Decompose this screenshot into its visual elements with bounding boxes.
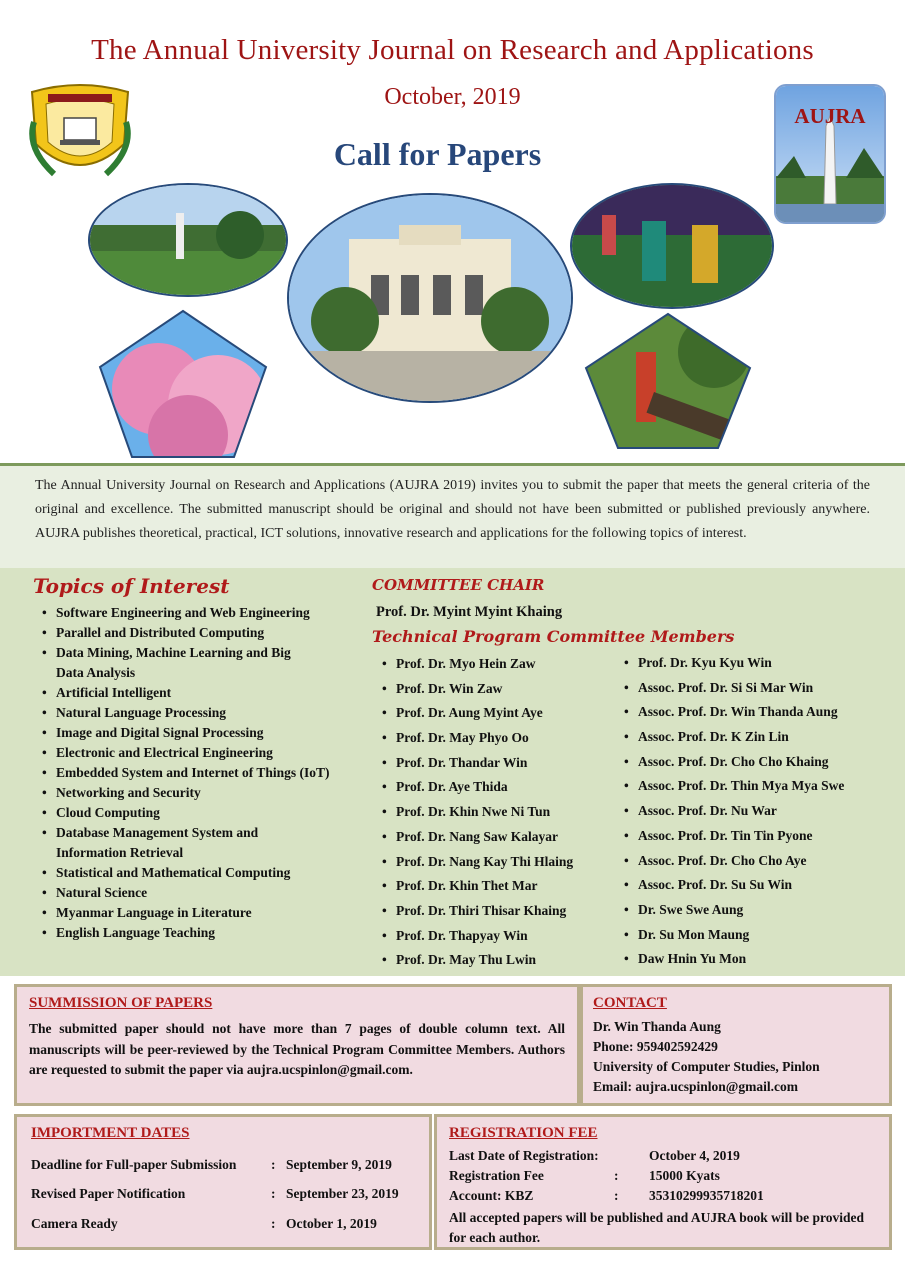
tpc-heading: Technical Program Committee Members: [372, 627, 735, 646]
date-separator: :: [271, 1216, 276, 1231]
campus-garden-photo: [88, 183, 288, 297]
fee-row: [449, 1188, 764, 1204]
committee-member: • Prof. Dr. May Thu Lwin: [380, 948, 620, 973]
fee-note: All accepted papers will be published and AUJRA book will be provided for each author.: [449, 1210, 864, 1245]
committee-member: • Prof. Dr. Kyu Kyu Win: [622, 651, 900, 676]
committee-member: • Prof. Dr. Thapyay Win: [380, 924, 620, 949]
date-label: Camera Ready: [31, 1216, 118, 1231]
committee-member: • Prof. Dr. Khin Nwe Ni Tun: [380, 800, 620, 825]
committee-list-right: [622, 651, 900, 972]
topics-heading: Topics of Interest: [33, 574, 230, 598]
committee-member: • Dr. Swe Swe Aung: [622, 898, 900, 923]
topic-item: • Myanmar Language in Literature: [40, 903, 355, 923]
cherry-blossom-photo: [98, 309, 268, 459]
fee-separator: [614, 1148, 649, 1164]
date-row: [31, 1216, 377, 1232]
aujra-monument-badge: [774, 84, 886, 224]
committee-member: • Assoc. Prof. Dr. Si Si Mar Win: [622, 676, 900, 701]
topic-item: • Cloud Computing: [40, 803, 355, 823]
date-separator: :: [271, 1157, 276, 1172]
topic-item: • Electronic and Electrical Engineering: [40, 743, 355, 763]
contact-email: Email: aujra.ucspinlon@gmail.com: [593, 1079, 798, 1094]
contact-name: Dr. Win Thanda Aung: [593, 1019, 721, 1034]
submission-box: [14, 984, 580, 1106]
topic-item: • Software Engineering and Web Engineering: [40, 603, 355, 623]
traditional-drum-photo: [584, 312, 752, 450]
intro-text: The Annual University Journal on Research and Applications (AUJRA 2019) invites you to submit the paper that meets the general criteria of the original and excellence. The submitted manuscript should be original and should not have been submitted or published previously anywhere. AUJRA publishes theoretical, practical, ICT solutions, innovative research and applications for the following topics of interest.: [35, 478, 870, 541]
registration-fee-heading: REGISTRATION FEE: [449, 1125, 598, 1141]
fee-row: [449, 1148, 740, 1164]
committee-member: • Prof. Dr. Khin Thet Mar: [380, 874, 620, 899]
committee-member: • Assoc. Prof. Dr. Win Thanda Aung: [622, 700, 900, 725]
dance-performance-photo: [570, 183, 774, 309]
topic-item: • English Language Teaching: [40, 923, 355, 943]
committee-member: • Assoc. Prof. Dr. Thin Mya Mya Swe: [622, 774, 900, 799]
aujra-badge-label: AUJRA: [794, 104, 866, 128]
committee-member: • Assoc. Prof. Dr. Nu War: [622, 799, 900, 824]
topic-item: • Artificial Intelligent: [40, 683, 355, 703]
contact-organization: University of Computer Studies, Pinlon: [593, 1059, 820, 1074]
topic-item: • Statistical and Mathematical Computing: [40, 863, 355, 883]
topic-item: • Parallel and Distributed Computing: [40, 623, 355, 643]
date-row: [31, 1186, 399, 1202]
topic-item: • Natural Science: [40, 883, 355, 903]
committee-chair-name: Prof. Dr. Myint Myint Khaing: [376, 604, 563, 620]
committee-member: • Assoc. Prof. Dr. K Zin Lin: [622, 725, 900, 750]
fee-value: October 4, 2019: [649, 1148, 740, 1163]
committee-member: • Prof. Dr. Thiri Thisar Khaing: [380, 899, 620, 924]
fee-value: 15000 Kyats: [649, 1168, 720, 1183]
committee-member: • Daw Hnin Yu Mon: [622, 947, 900, 972]
committee-member: • Assoc. Prof. Dr. Tin Tin Pyone: [622, 824, 900, 849]
university-seal-logo: [24, 82, 136, 186]
date-label: Deadline for Full-paper Submission: [31, 1157, 237, 1172]
call-for-papers-heading: Call for Papers: [333, 136, 542, 172]
topic-item: • Embedded System and Internet of Things (IoT): [40, 763, 346, 783]
issue-date: October, 2019: [384, 84, 521, 110]
registration-fee-box: [434, 1114, 892, 1250]
fee-value: 35310299935718201: [649, 1188, 764, 1203]
topic-item: • Networking and Security: [40, 783, 355, 803]
important-dates-box: [14, 1114, 432, 1250]
topic-item: • Natural Language Processing: [40, 703, 355, 723]
committee-member: • Prof. Dr. Thandar Win: [380, 751, 620, 776]
university-building-photo: [287, 193, 573, 403]
fee-label: Last Date of Registration:: [449, 1148, 599, 1163]
committee-member: • Assoc. Prof. Dr. Su Su Win: [622, 873, 900, 898]
fee-label: Registration Fee: [449, 1168, 544, 1183]
committee-list-left: [380, 652, 620, 973]
committee-chair-heading: COMMITTEE CHAIR: [372, 576, 545, 594]
committee-member: • Prof. Dr. Aung Myint Aye: [380, 701, 620, 726]
committee-member: • Prof. Dr. May Phyo Oo: [380, 726, 620, 751]
committee-member: • Prof. Dr. Nang Kay Thi Hlaing: [380, 850, 620, 875]
contact-heading: CONTACT: [593, 995, 667, 1011]
date-row: [31, 1157, 392, 1173]
topic-item: • Database Management System and Information Retrieval: [40, 823, 311, 863]
fee-label: Account: KBZ: [449, 1188, 534, 1203]
committee-member: • Prof. Dr. Aye Thida: [380, 775, 620, 800]
contact-box: [580, 984, 892, 1106]
committee-member: • Dr. Su Mon Maung: [622, 923, 900, 948]
topic-item: • Image and Digital Signal Processing: [40, 723, 355, 743]
date-value: October 1, 2019: [286, 1216, 377, 1231]
committee-member: • Assoc. Prof. Dr. Cho Cho Khaing: [622, 750, 900, 775]
date-separator: :: [271, 1186, 276, 1201]
fee-row: [449, 1168, 720, 1184]
committee-member: • Prof. Dr. Win Zaw: [380, 677, 620, 702]
date-label: Revised Paper Notification: [31, 1186, 186, 1201]
committee-member: • Prof. Dr. Nang Saw Kalayar: [380, 825, 620, 850]
important-dates-heading: IMPORTMENT DATES: [31, 1125, 190, 1141]
contact-phone: Phone: 959402592429: [593, 1039, 718, 1054]
fee-separator: :: [614, 1168, 619, 1183]
journal-title: The Annual University Journal on Research and Applications: [91, 34, 814, 66]
committee-member: • Assoc. Prof. Dr. Cho Cho Aye: [622, 849, 900, 874]
fee-separator: :: [614, 1188, 619, 1203]
committee-member: • Prof. Dr. Myo Hein Zaw: [380, 652, 620, 677]
intro-panel: [0, 463, 905, 571]
submission-text: The submitted paper should not have more than 7 pages of double column text. All manuscripts will be peer-reviewed by the Technical Program Committee Members. Authors are requested to submit the paper via aujra.ucspinlon@gmail.com.: [29, 1021, 565, 1077]
topic-item: • Data Mining, Machine Learning and Big Data Analysis: [40, 643, 311, 683]
date-value: September 23, 2019: [286, 1186, 399, 1201]
date-value: September 9, 2019: [286, 1157, 392, 1172]
submission-heading: SUMMISSION OF PAPERS: [29, 995, 213, 1011]
topics-list: [40, 603, 355, 943]
